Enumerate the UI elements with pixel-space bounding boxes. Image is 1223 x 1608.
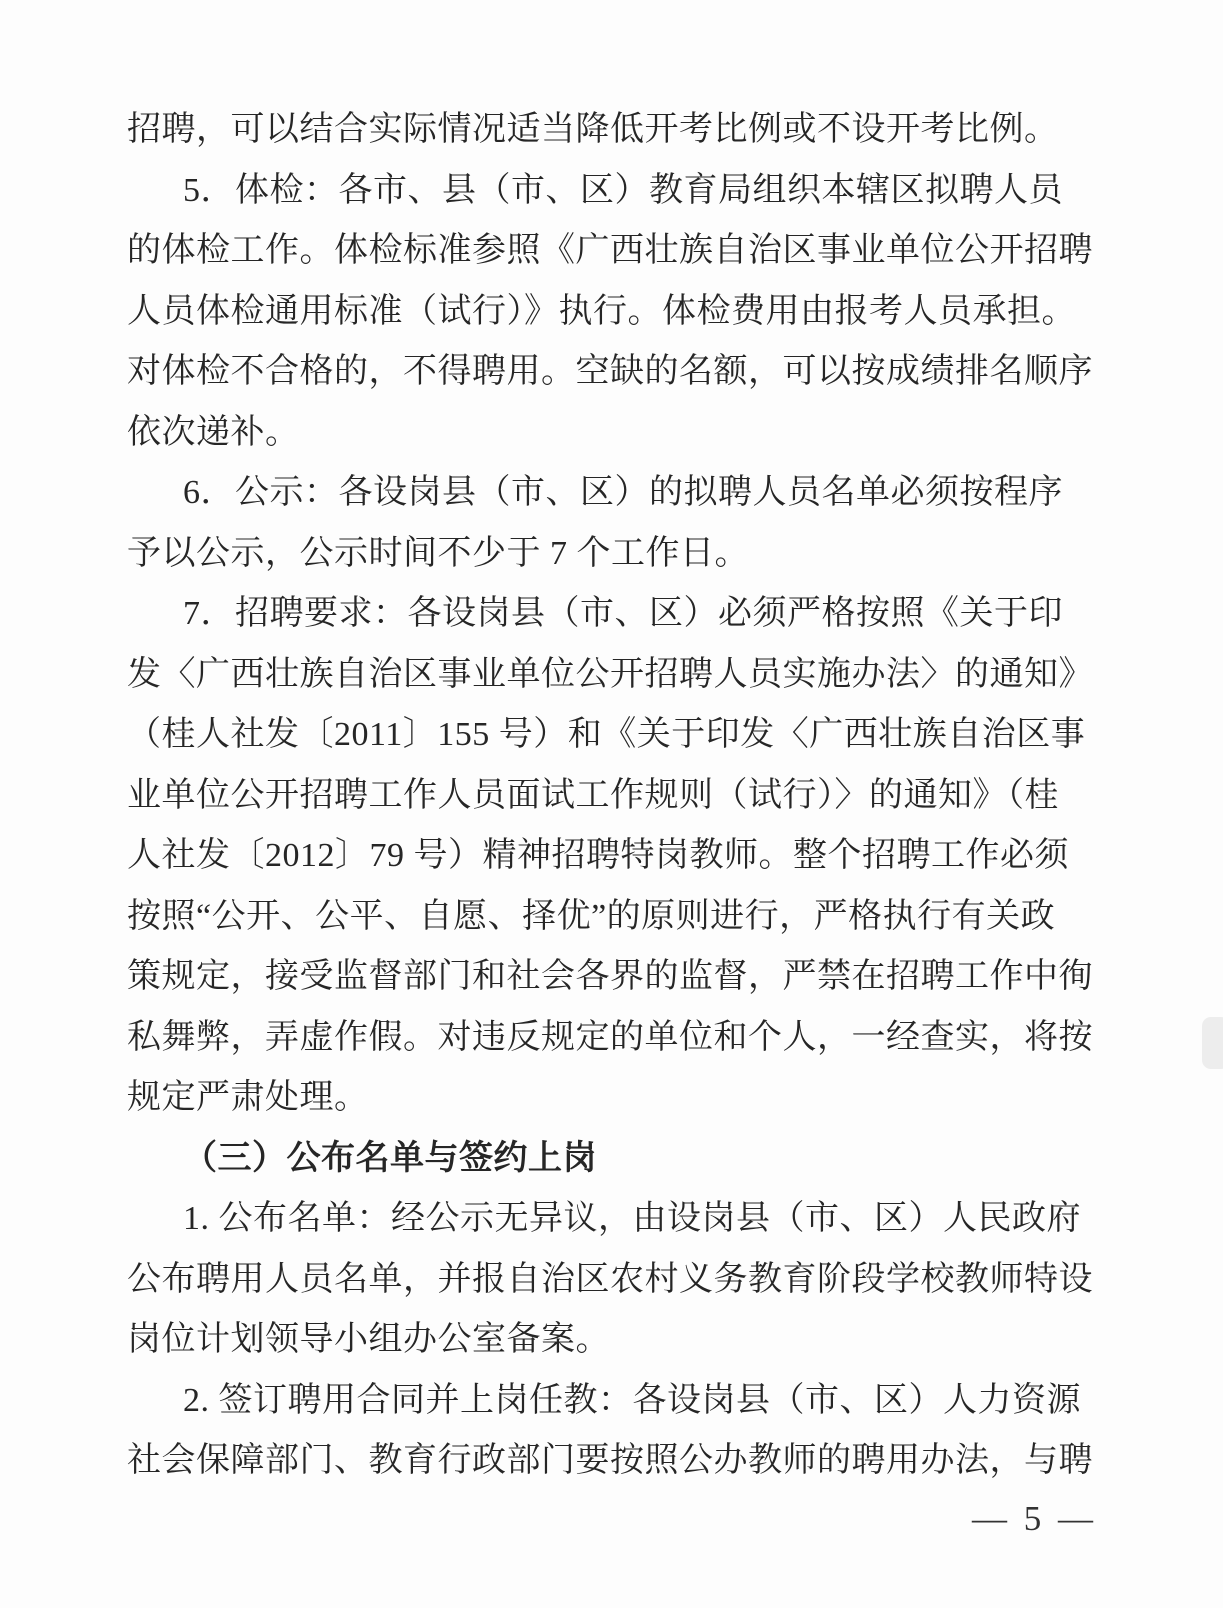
text-line: 公布聘用人员名单，并报自治区农村义务教育阶段学校教师特设 — [127, 1260, 1093, 1298]
text-line: 策规定，接受监督部门和社会各界的监督，严禁在招聘工作中徇 — [127, 958, 1093, 995]
text-line: 人社发〔2012〕79 号）精神招聘特岗教师。整个招聘工作必须 — [127, 837, 1069, 874]
text-line: 依次递补。 — [127, 413, 300, 451]
text-line: 发〈广西壮族自治区事业单位公开招聘人员实施办法〉的通知》 — [127, 655, 1093, 693]
text-line: 岗位计划领导小组办公室备案。 — [127, 1321, 610, 1358]
text-line: 人员体检通用标准（试行）》执行。体检费用由报考人员承担。 — [127, 292, 1076, 330]
text-line: 7．招聘要求：各设岗县（市、区）必须严格按照《关于印 — [183, 595, 1063, 632]
text-line: 2. 签订聘用合同并上岗任教：各设岗县（市、区）人力资源 — [183, 1381, 1081, 1419]
text-line: 规定严肃处理。 — [127, 1079, 369, 1116]
text-line: 招聘，可以结合实际情况适当降低开考比例或不设开考比例。 — [127, 111, 1059, 148]
text-line: 私舞弊，弄虚作假。对违反规定的单位和个人，一经查实，将按 — [127, 1018, 1093, 1056]
text-line: 6．公示：各设岗县（市、区）的拟聘人员名单必须按程序 — [183, 474, 1063, 511]
text-line: 的体检工作。体检标准参照《广西壮族自治区事业单位公开招聘 — [127, 232, 1093, 269]
text-line: 社会保障部门、教育行政部门要按照公办教师的聘用办法，与聘 — [127, 1442, 1093, 1479]
text-line: 业单位公开招聘工作人员面试工作规则（试行）〉的通知》（桂 — [127, 776, 1059, 814]
scrollbar-thumb[interactable] — [1202, 1017, 1223, 1069]
text-line: 予以公示，公示时间不少于 7 个工作日。 — [127, 534, 749, 572]
text-line: 按照“公开、公平、自愿、择优”的原则进行，严格执行有关政 — [127, 897, 1056, 935]
text-line: 5．体检：各市、县（市、区）教育局组织本辖区拟聘人员 — [183, 171, 1063, 209]
text-line: （桂人社发〔2011〕155 号）和《关于印发〈广西壮族自治区事 — [127, 716, 1086, 753]
text-line: 对体检不合格的，不得聘用。空缺的名额，可以按成绩排名顺序 — [127, 353, 1093, 390]
page-body-text — [127, 100, 1113, 1492]
section-heading: （三）公布名单与签约上岗 — [183, 1139, 597, 1177]
page-number: — 5 — — [972, 1499, 1097, 1538]
text-line: 1. 公布名单：经公示无异议，由设岗县（市、区）人民政府 — [183, 1200, 1081, 1237]
